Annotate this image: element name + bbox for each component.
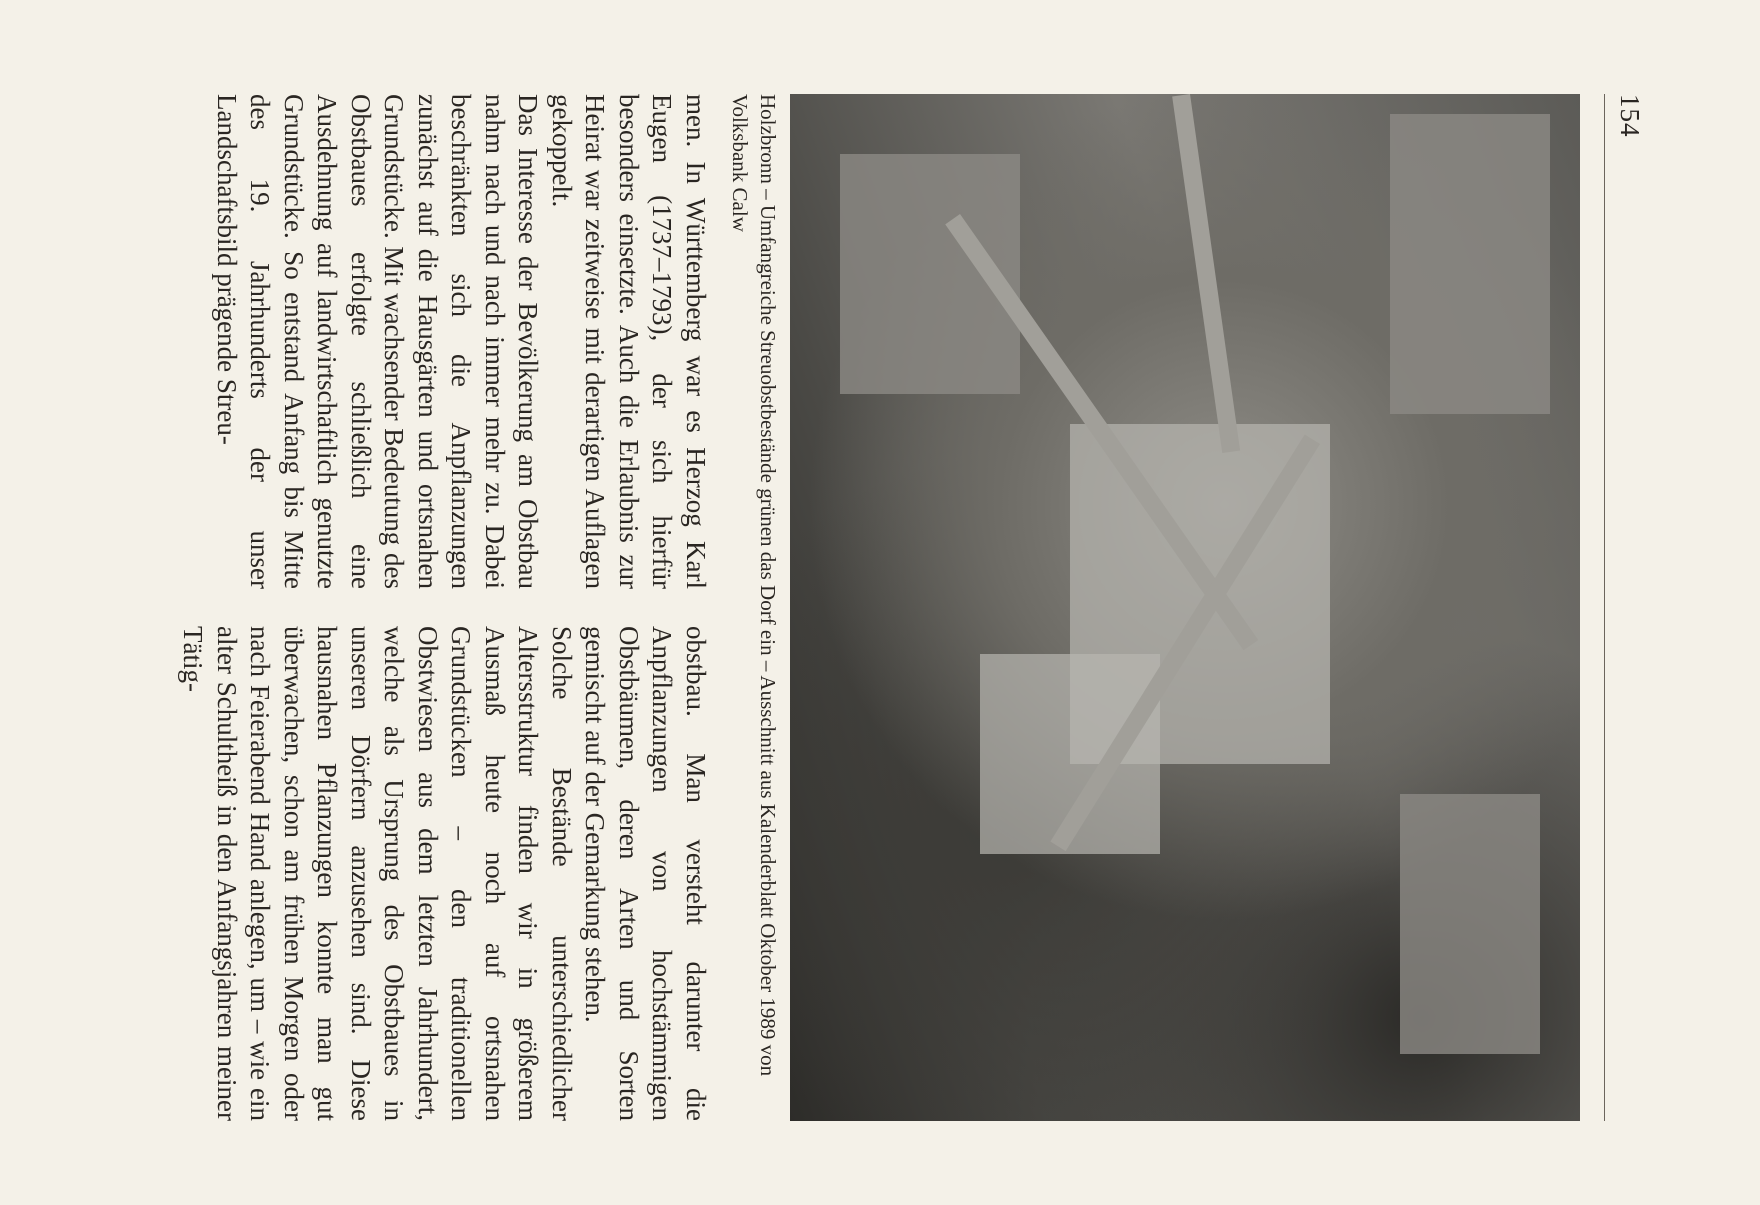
column-right [176,626,712,1121]
paragraph: obstbau. Man versteht darunter die Anpflanzungen von hochstämmigen Obstbäumen, deren Arten und Sorten gemischt auf der Gemarkung stehen. [580,626,711,1121]
photo-field [1390,114,1550,414]
paragraph: Solche Bestände unterschiedlicher Altersstruktur finden wir in größerem Ausmaß heute noch auf ortsnahen Grundstücken – den traditionellen Obstwiesen aus dem letzten Jahrhundert, welche als Ursprung des Obstbaues in unseren Dörfern anzusehen sind. Diese hausnahen Pflanzungen konnte man gut überwachen, schon am frühen Morgen oder nach Feierabend Hand anlegen, um – wie ein alter Schultheiß in den Anfangsjahren meiner Tätig- [178,626,577,1121]
column-left [176,94,712,589]
photo-road [1172,94,1240,453]
page-number: 154 [1615,94,1645,138]
header-rule [1604,94,1605,1121]
paragraph: men. In Württemberg war es Herzog Karl Eugen (1737–1793), der sich hierfür besonders einsetzte. Auch die Erlaubnis zur Heirat war zeitweise mit derartigen Auflagen gekoppelt. [547,94,711,589]
aerial-photo [790,94,1580,1121]
photo-field [1400,794,1540,1054]
text-columns [176,94,712,1121]
photo-caption: Holzbronn – Umfangreiche Streuobstbestände grünen das Dorf ein – Ausschnitt aus Kalenderblatt Oktober 1989 von Volksbank Calw [728,94,780,1077]
paragraph: Das Interesse der Bevölkerung am Obstbau nahm nach und nach immer mehr zu. Dabei beschränkten sich die Anpflanzungen zunächst auf die Hausgärten und ortsnahen Grundstücke. Mit wachsender Bedeutung des Obstbaues erfolgte schließlich eine Ausdehnung auf landwirtschaftlich genutzte Grundstücke. So entstand Anfang bis Mitte des 19. Jahrhunderts der unser Landschaftsbild prägende Streu- [212,94,544,589]
